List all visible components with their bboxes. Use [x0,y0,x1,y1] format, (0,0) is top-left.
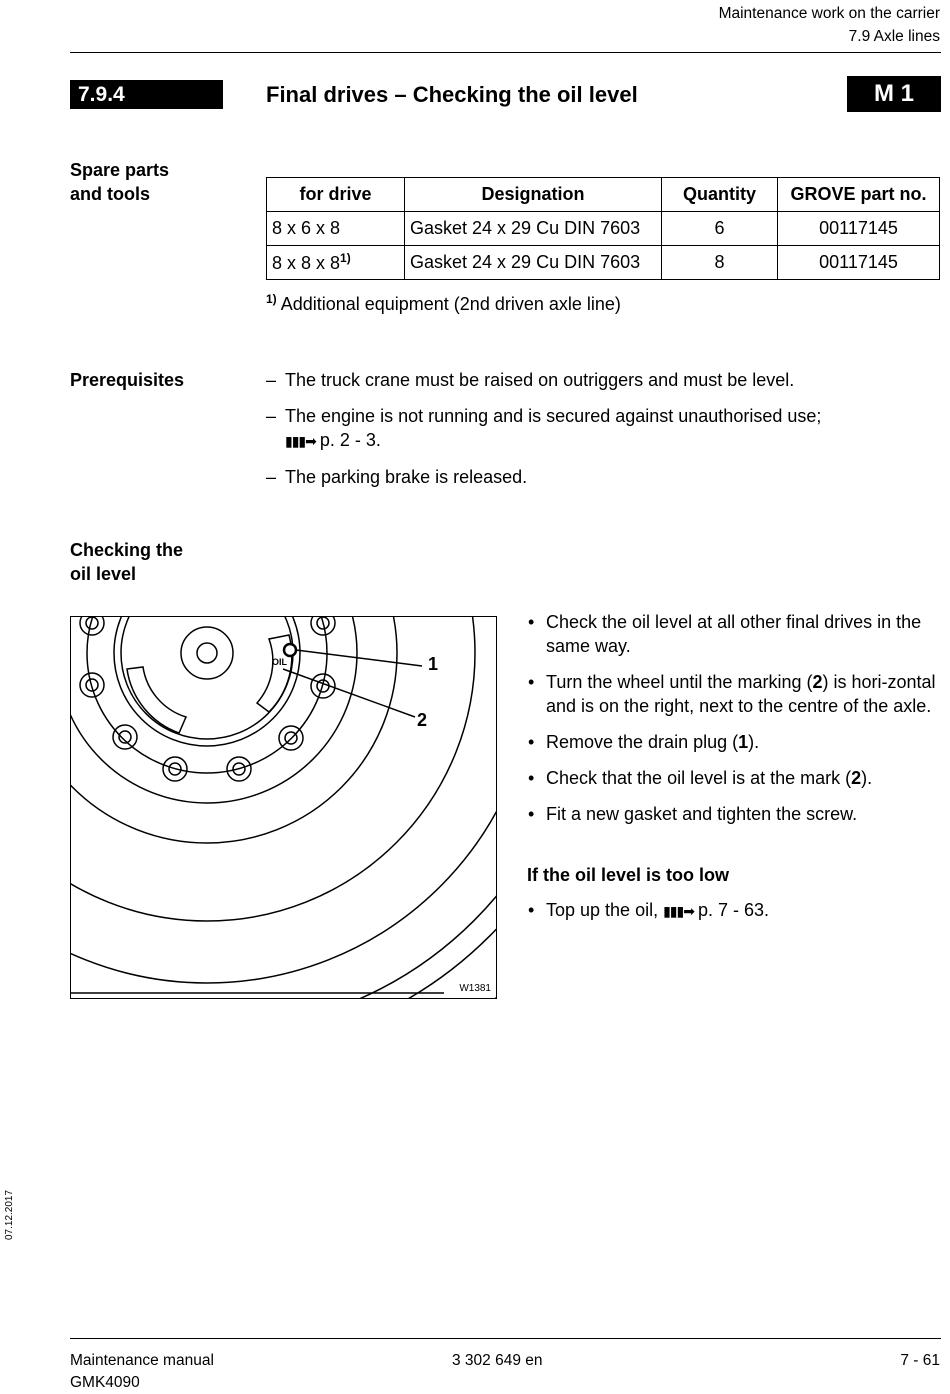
hub-rim [114,617,300,746]
step-text: Fit a new gasket and tighten the screw. [546,804,858,824]
wheel-arc [71,617,397,843]
cell-designation: Gasket 24 x 29 Cu DIN 7603 [405,212,662,246]
spare-parts-table [266,177,940,280]
page-reference-link[interactable]: p. 2 - 3. [319,430,381,450]
cell-drive [267,246,405,280]
list-item [266,368,926,392]
step-text: Check the oil level at all other final drives in the same way. [546,612,922,656]
spare-parts-label [70,158,169,206]
list-item [266,404,926,453]
table-row [267,212,940,246]
hub-center [181,627,233,679]
footer-page-number: 7 - 61 [900,1352,940,1369]
figure-code: W1381 [459,983,491,994]
list-item [527,802,939,826]
footer-manual [70,1350,214,1394]
footer-doc-number: 3 302 649 en [452,1352,543,1369]
callout-line-1 [296,650,422,666]
prerequisite-text: The truck crane must be raised on outriggers and must be level. [285,370,795,390]
cell-quantity: 6 [662,212,778,246]
step-text: ). [861,768,873,788]
header-section: 7.9 Axle lines [848,28,940,45]
part-reference: 2 [812,672,823,692]
header-chapter: Maintenance work on the carrier [718,5,940,22]
table-row [267,246,940,280]
footer-rule [70,1338,941,1339]
list-item [527,610,939,658]
arrow-reference-icon: ▮▮▮➡ [663,903,694,919]
list-item [266,465,926,489]
prerequisites-list [266,368,926,501]
final-drive-figure [70,616,497,999]
oil-marking-text: OIL [272,657,287,667]
prerequisite-text: The parking brake is released. [285,467,528,487]
version-date: 07.12.2017 [4,1189,15,1240]
callout-label-1: 1 [428,654,439,674]
step-text: Turn the wheel until the marking ( [546,672,813,692]
list-item [527,730,939,754]
hub-center-bore [197,643,217,663]
column-header-designation: Designation [405,178,662,212]
header-rule [70,52,941,53]
table-header-row [267,178,940,212]
footer-model: GMK4090 [70,1374,140,1391]
drive-value: 8 x 8 x 8 [272,253,341,273]
wheel-nut [113,725,137,749]
cell-designation: Gasket 24 x 29 Cu DIN 7603 [405,246,662,280]
checking-label-line2: oil level [70,564,137,584]
footer-manual-title: Maintenance manual [70,1352,214,1369]
part-reference: 2 [851,768,862,788]
footnote-reference: 1) [340,251,351,265]
low-oil-steps [527,898,939,935]
cell-part-no: 00117145 [778,212,940,246]
arrow-reference-icon: ▮▮▮➡ [285,433,316,449]
cell-quantity: 8 [662,246,778,280]
checking-label-line1: Checking the [70,540,184,560]
step-text: Check that the oil level is at the mark ( [546,768,852,788]
drive-value: 8 x 6 x 8 [272,218,341,238]
part-reference: 1 [738,732,749,752]
running-header [719,2,940,48]
drain-plug [284,644,296,656]
step-text: ) is hori-zontal and is on the right, next to the centre of the axle. [546,672,936,716]
prerequisites-label: Prerequisites [70,370,185,390]
procedure-steps [527,610,939,838]
prerequisite-text: The engine is not running and is secured against unauthorised use; [285,406,822,426]
section-number: 7.9.4 [70,80,223,109]
step-text: Remove the drain plug ( [546,732,739,752]
column-header-drive: for drive [267,178,405,212]
column-header-quantity: Quantity [662,178,778,212]
maintenance-interval-badge: M 1 [847,76,941,112]
step-text: ). [748,732,760,752]
section-title: Final drives – Checking the oil level [266,82,638,107]
footnote-text: Additional equipment (2nd driven axle line) [280,294,621,314]
list-item [527,670,939,718]
table-footnote [266,292,621,315]
callout-label-2: 2 [417,710,428,730]
page-reference-link[interactable]: p. 7 - 63. [697,900,769,920]
list-item [527,766,939,790]
checking-label [70,538,183,586]
step-text: Top up the oil, [546,900,659,920]
cell-drive [267,212,405,246]
list-item [527,898,939,923]
column-header-part-no: GROVE part no. [778,178,940,212]
spare-parts-label-line1: Spare parts [70,160,170,180]
spare-parts-label-line2: and tools [70,184,150,204]
wheel-nuts [80,617,335,781]
hub-rim [121,617,293,739]
low-oil-heading: If the oil level is too low [527,865,730,885]
cell-part-no: 00117145 [778,246,940,280]
footnote-mark: 1) [266,292,277,306]
